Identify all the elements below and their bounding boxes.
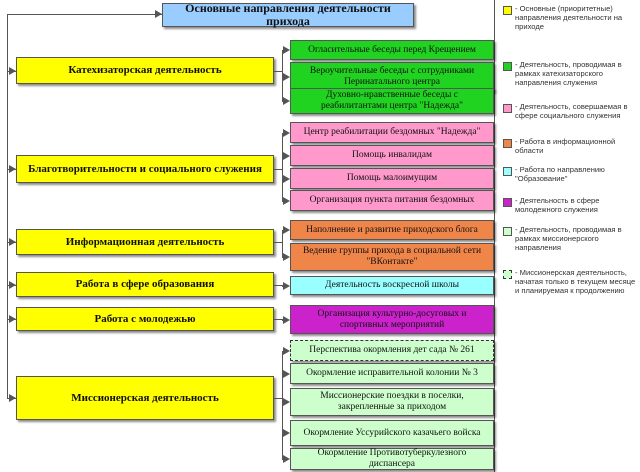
category-connector	[274, 398, 282, 399]
category-box: Информационная деятельность	[16, 229, 274, 255]
diagram-separator	[494, 0, 495, 472]
arrowhead	[9, 315, 16, 323]
activity-box: Духовно-нравственные беседы с реабилитантами центра "Надежда"	[290, 88, 494, 114]
arrowhead	[283, 46, 290, 54]
arrowhead	[283, 129, 290, 137]
category-box: Работа с молодежью	[16, 307, 274, 331]
page-title: Основные направления деятельности прихода	[162, 3, 414, 27]
activity-box: Организация культурно-досуговых и спортивных мероприятий	[290, 305, 494, 334]
arrowhead	[9, 165, 16, 173]
legend-label: - Основные (приоритетные) направления деятельности на приходе	[515, 4, 623, 32]
arrowhead	[283, 175, 290, 183]
legend-swatch	[503, 6, 512, 15]
arrowhead	[283, 152, 290, 160]
arrowhead	[283, 226, 290, 234]
arrowhead	[9, 281, 16, 289]
legend-label: - Деятельность, проводимая в рамках миссионерского направления	[515, 225, 622, 253]
arrowhead	[283, 370, 290, 378]
legend-swatch	[503, 139, 512, 148]
legend-label: - Деятельность, совершаемая в сфере социального служения	[515, 102, 628, 121]
arrowhead	[283, 282, 290, 290]
activity-box: Окормление исправительной колонии № 3	[290, 363, 494, 384]
planned-activity-box: Перспектива окормления дет сада № 261	[290, 340, 494, 361]
legend-label: - Миссионерская деятельность, начатая только в текущем месяце и планируемая к продолжению	[515, 268, 636, 296]
activity-box: Помощь малоимущим	[290, 168, 494, 189]
arrowhead	[9, 238, 16, 246]
arrowhead	[283, 455, 290, 463]
activity-box: Вероучительные беседы с сотрудниками Перинатального центра	[290, 62, 494, 92]
legend	[497, 0, 640, 472]
activity-box: Окормление Противотуберкулезного диспансера	[290, 448, 494, 470]
arrowhead	[283, 253, 290, 261]
legend-label: - Работа по направлению "Образование"	[515, 165, 605, 184]
category-box: Работа в сфере образования	[16, 272, 274, 297]
activity-box: Миссионерские поездки в поселки, закрепленные за приходом	[290, 388, 494, 416]
category-box: Катехизаторская деятельность	[16, 57, 274, 84]
arrowhead	[283, 73, 290, 81]
legend-swatch	[503, 167, 512, 176]
activity-box: Наполнение и развитие приходского блога	[290, 220, 494, 240]
arrowhead	[283, 316, 290, 324]
activity-box: Деятельность воскресной школы	[290, 276, 494, 295]
activity-box: Помощь инвалидам	[290, 145, 494, 166]
activity-box: Ведение группы прихода в социальной сети "ВКонтакте"	[290, 243, 494, 271]
legend-swatch	[503, 198, 512, 207]
arrowhead	[155, 10, 162, 18]
category-connector	[274, 319, 282, 320]
item-bus	[282, 133, 283, 202]
category-connector	[274, 169, 282, 170]
legend-swatch	[503, 227, 512, 236]
activity-box: Центр реабилитации бездомных "Надежда"	[290, 122, 494, 143]
category-box: Миссионерская деятельность	[16, 376, 274, 420]
category-connector	[274, 242, 282, 243]
category-box: Благотворительности и социального служения	[16, 155, 274, 183]
arrowhead	[9, 394, 16, 402]
title-connector	[7, 14, 162, 15]
activity-box: Организация пункта питания бездомных	[290, 190, 494, 211]
activity-box: Огласительные беседы перед Крещением	[290, 40, 494, 60]
arrowhead	[283, 398, 290, 406]
legend-swatch	[503, 104, 512, 113]
legend-label: - Деятельность, проводимая в рамках катехизаторского направления служения	[515, 60, 622, 88]
activity-box: Окормление Уссурийского казачьего войска	[290, 420, 494, 446]
legend-label: - Деятельность в сфере молодежного служения	[515, 196, 600, 215]
legend-label: - Работа в информационной области	[515, 137, 616, 156]
category-connector	[274, 285, 282, 286]
trunk-connector	[7, 14, 8, 398]
legend-swatch	[503, 270, 512, 279]
arrowhead	[283, 197, 290, 205]
legend-swatch	[503, 62, 512, 71]
arrowhead	[283, 429, 290, 437]
arrowhead	[283, 97, 290, 105]
arrowhead	[9, 67, 16, 75]
arrowhead	[283, 347, 290, 355]
category-connector	[274, 71, 282, 72]
